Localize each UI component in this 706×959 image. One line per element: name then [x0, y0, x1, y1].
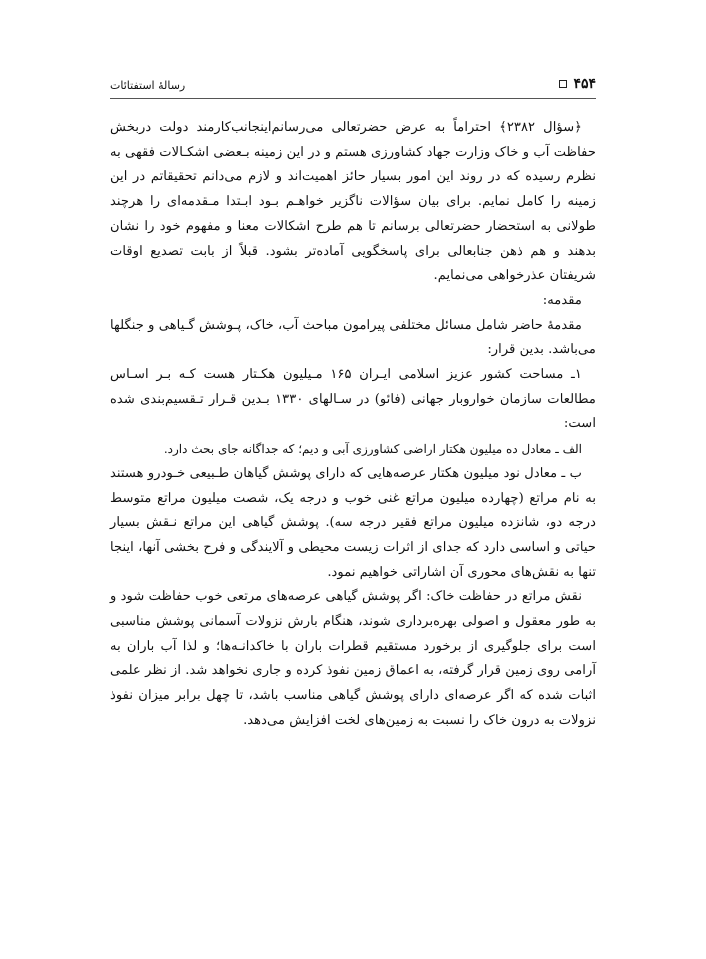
header-divider: [110, 98, 596, 99]
page-header: [110, 66, 596, 92]
square-bullet-icon: [559, 80, 567, 88]
area-paragraph: ۱ـ مساحت کشور عزیز اسلامی ایـران ۱۶۵ مـیلیون هکـتار هست کـه بـر اسـاس مطالعات سازمان خواروبار جهانی (فائو) در سـالهای ۱۳۳۰ بـدین قـرار تـقسیم‌بندی شده است:: [110, 367, 596, 432]
body-text: [110, 116, 596, 734]
running-title: رسالهٔ استفتائات: [110, 79, 186, 92]
question-paragraph: ﴿سؤال ۲۳۸۲﴾ احتراماً به عرض حضرتعالی می‌رسانم‌اینجانب‌کارمند دولت دربخش حفاظت آب و خاک وزارت جهاد کشاورزی هستم و در این زمینه بـعضی اشکـالات فقهی به نظرم رسیده که در روند این امور بسیار حائز اهمیت‌اند و لازم می‌دانم تحقیقاتم در این زمینه را کامل نمایم. برای بیان سؤالات ناگزیر خواهـم بـود ابـتدا مـقدمه‌ای را هرچند طولانی به استحضار حضرتعالی برسانم تا هم طرح اشکالات معنا و مفهوم خود را نشان بدهند و هم ذهن جنابعالی برای پاسخگویی آماده‌تر بشود. قبلاً از بابت تصدیع اوقات شریفتان عذرخواهی می‌نمایم.: [110, 120, 596, 284]
page-number: ۴۵۴: [573, 76, 596, 92]
intro-paragraph: مقدمهٔ حاضر شامل مسائل مختلفی پیرامون مباحث آب، خاک، پـوشش گـیاهی و جنگلها می‌باشد. بدین قرار:: [110, 317, 596, 358]
section-heading-intro: مقدمه:: [542, 292, 582, 308]
item-alef: الف ـ معادل ده میلیون هکتار اراضی کشاورزی آبی و دیم؛ که جداگانه جای بحث دارد.: [163, 442, 582, 457]
page-number-block: [559, 76, 596, 92]
soil-protection-paragraph: نقش مراتع در حفاظت خاک: اگر پوشش گیاهی عرصه‌های مرتعی خوب حفاظت شود و به طور معقول و اصولی بهره‌برداری شوند، هنگام بارش نزولات آسمانی پوشش مناسبی است برای جلوگیری از برخورد مستقیم قطرات باران با خاکدانـه‌ها؛ و لذا آب باران به آرامی روی زمین قرار گرفته، به اعماق زمین نفوذ کرده و جاری نخواهد شد. از نظر علمی اثبات شده که اگر عرصه‌ای دارای پوشش گیاهی مناسب باشد، تا چهل برابر میزان نفوذ نزولات به درون خاک را نسبت به زمین‌های لخت افزایش می‌دهد.: [110, 589, 596, 728]
item-be: ب ـ معادل نود میلیون هکتار عرصه‌هایی که دارای پوشش گیاهان طـبیعی خـودرو هستند به نام مراتع (چهارده میلیون مراتع غنی خوب و درجه یک، شصت میلیون مراتع متوسط درجه دو، شانزده میلیون مراتع فقیر درجه سه). پوشش گیاهی این مراتع نـقش بسیار حیاتی و اساسی دارد که جدای از اثرات زیست محیطی و آلایندگی و فرح بخشی آنها، اینجا تنها به نقش‌های محوری آن اشاراتی خواهیم نمود.: [110, 465, 596, 580]
